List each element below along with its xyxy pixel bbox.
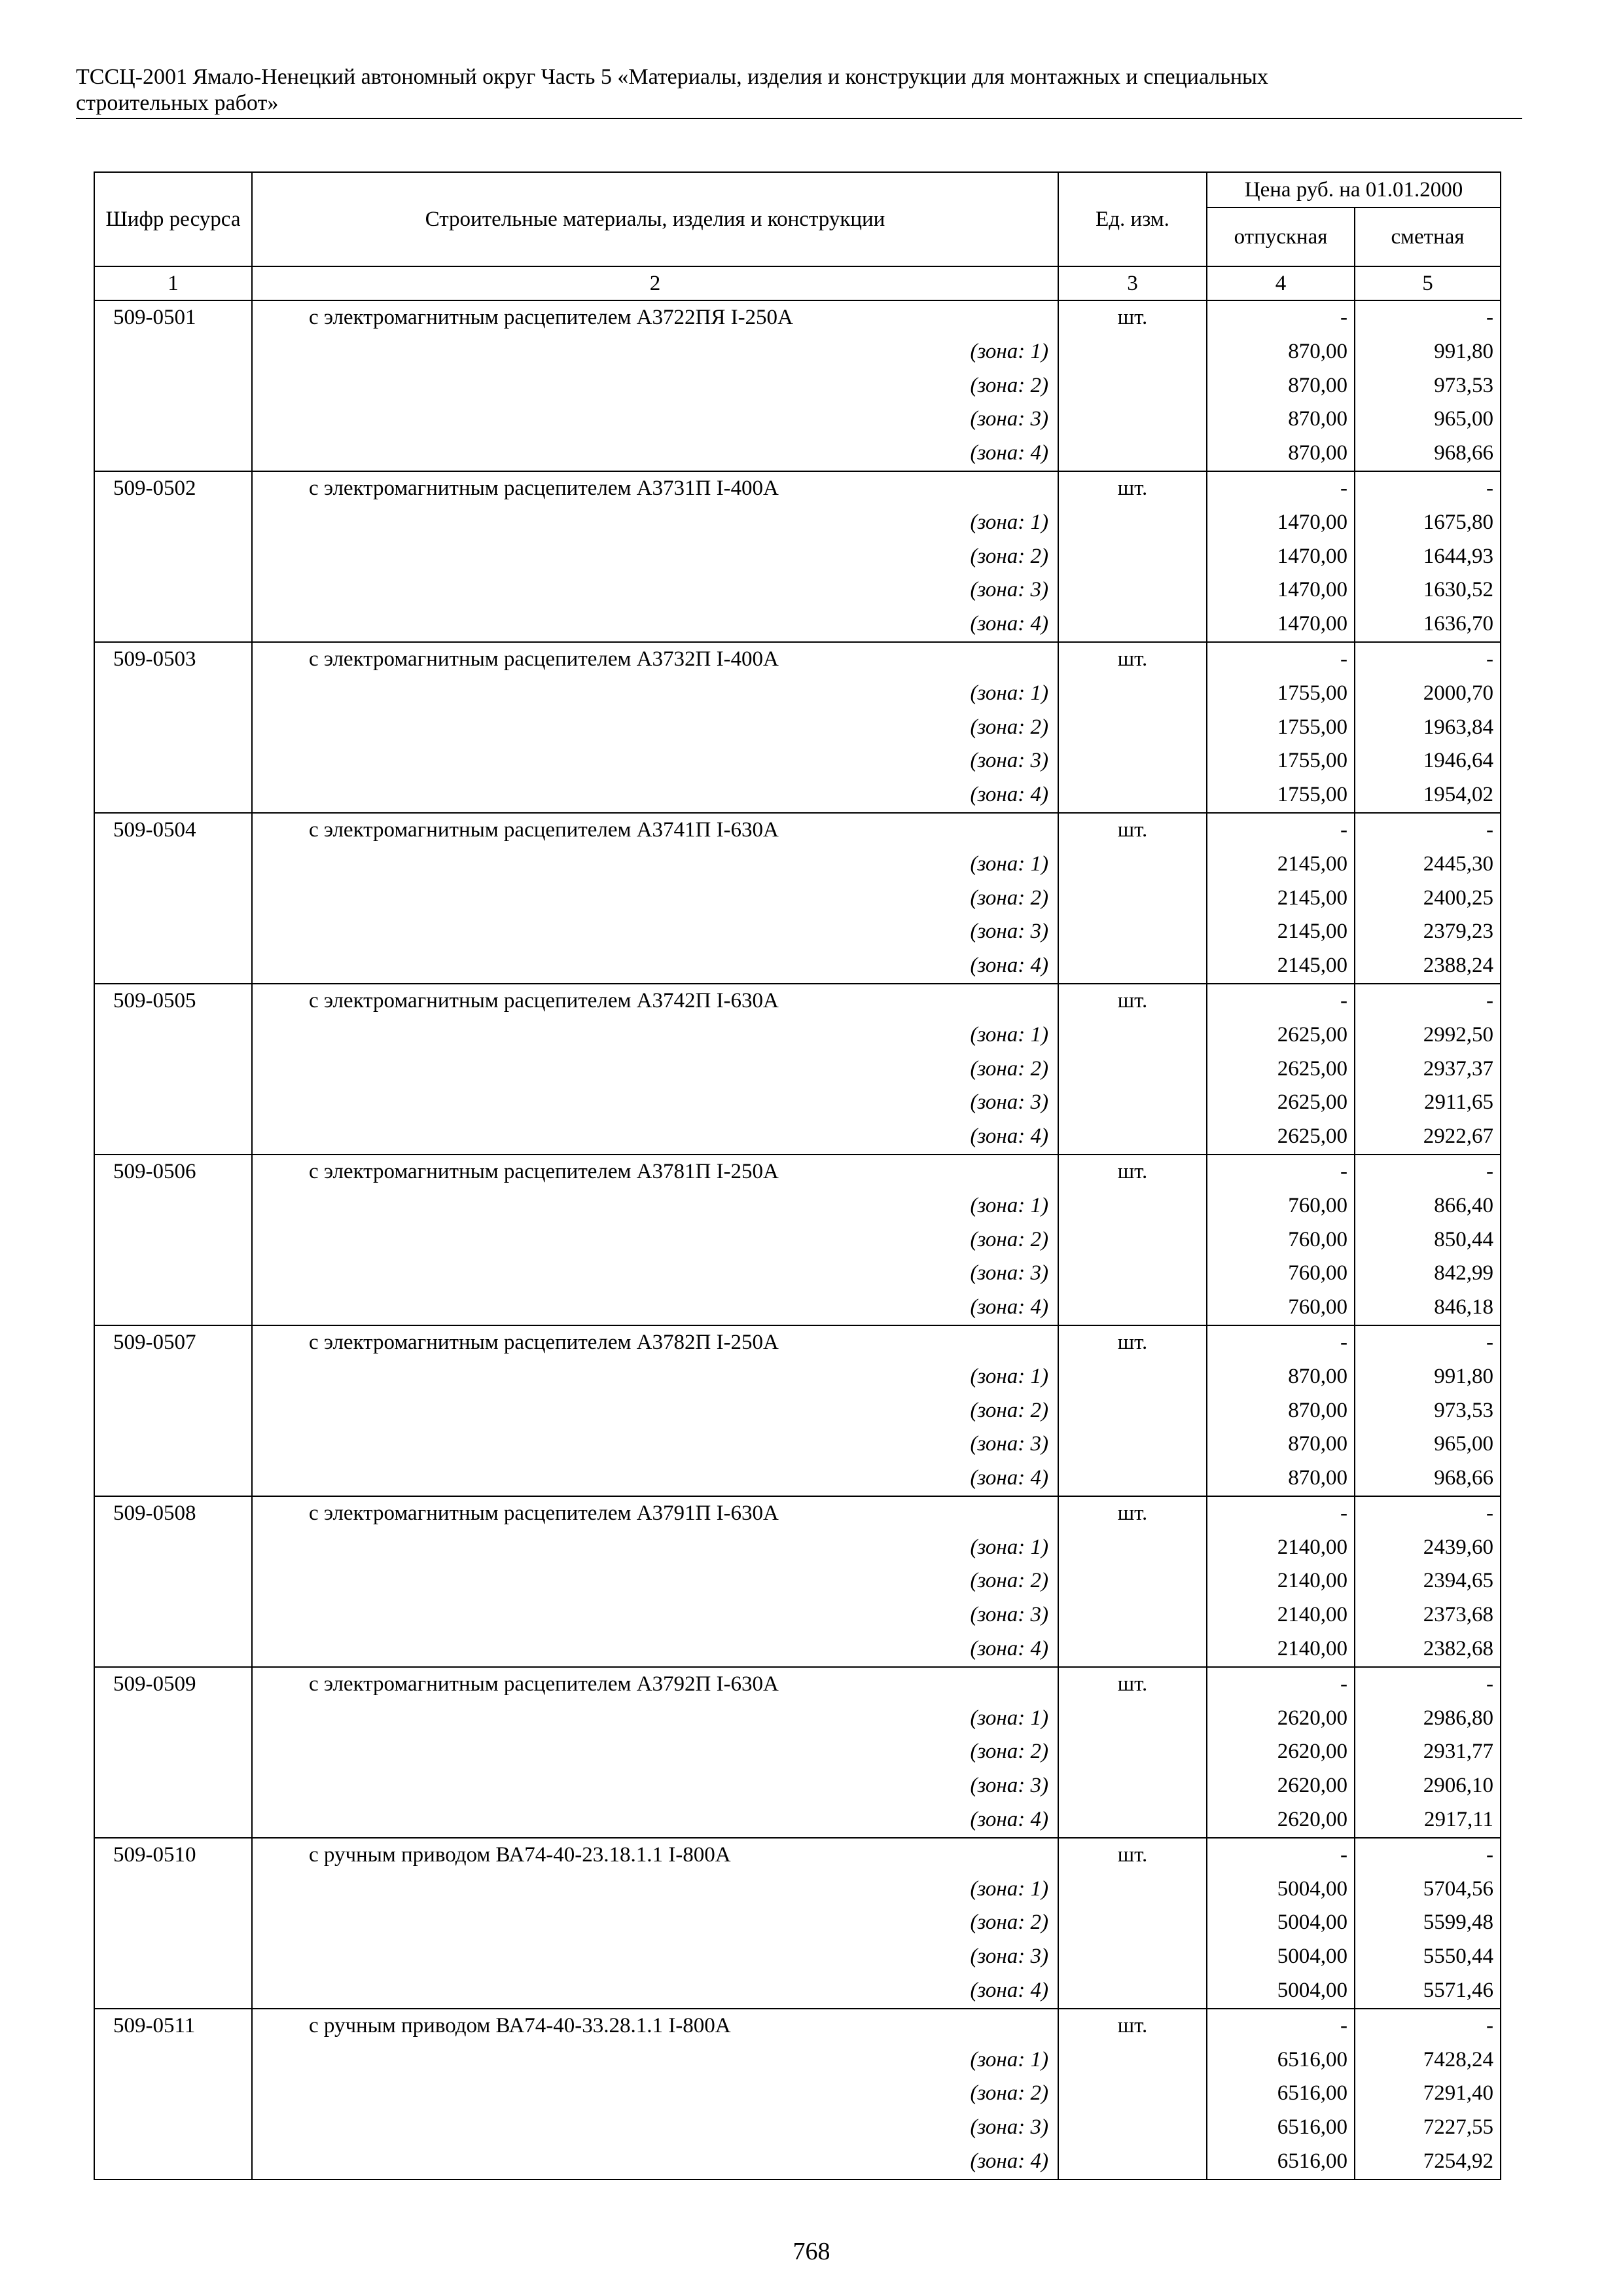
zone-label: (зона: 2)	[970, 886, 1048, 910]
release-price: 1470,00	[1277, 612, 1347, 636]
release-price: 2145,00	[1277, 852, 1347, 876]
release-price-cell	[1207, 1325, 1355, 1496]
dash-placeholder: -	[1486, 647, 1494, 671]
release-price: 1755,00	[1277, 783, 1347, 807]
unit-cell	[1058, 2009, 1207, 2179]
estimate-price: 1675,80	[1423, 510, 1494, 534]
col-number-5: 5	[1355, 266, 1501, 300]
dash-placeholder: -	[1486, 476, 1494, 500]
estimate-price: 2000,70	[1423, 681, 1494, 705]
zone-label: (зона: 4)	[970, 1637, 1048, 1661]
zone-label: (зона: 2)	[970, 544, 1048, 568]
col-number-2: 2	[252, 266, 1058, 300]
release-price: 6516,00	[1277, 2115, 1347, 2140]
item-name: с электромагнитным расцепителем А3792П I-630А	[309, 1672, 779, 1696]
estimate-price: 2937,37	[1423, 1056, 1494, 1081]
zone-label: (зона: 4)	[970, 1295, 1048, 1319]
estimate-price-cell	[1355, 1838, 1501, 2009]
unit-value: шт.	[1117, 1501, 1148, 1525]
release-price: 1470,00	[1277, 578, 1347, 602]
table-body	[94, 300, 1501, 2179]
estimate-price: 866,40	[1434, 1193, 1494, 1217]
unit-value: шт.	[1117, 1330, 1148, 1354]
zone-label: (зона: 3)	[970, 1090, 1048, 1115]
code-cell	[94, 1838, 252, 2009]
release-price-cell	[1207, 984, 1355, 1155]
estimate-price-cell	[1355, 2009, 1501, 2179]
table-row	[94, 813, 1501, 984]
estimate-price: 5704,56	[1423, 1876, 1494, 1901]
release-price-cell	[1207, 2009, 1355, 2179]
zone-label: (зона: 2)	[970, 1227, 1048, 1251]
release-price: 870,00	[1288, 1466, 1347, 1490]
release-price: 1470,00	[1277, 510, 1347, 534]
release-price: 1755,00	[1277, 715, 1347, 739]
code-cell	[94, 1155, 252, 1325]
estimate-price: 1644,93	[1423, 544, 1494, 568]
resource-code: 509-0501	[113, 306, 196, 329]
release-price: 1755,00	[1277, 749, 1347, 773]
estimate-price: 7227,55	[1423, 2115, 1494, 2140]
dash-placeholder: -	[1340, 817, 1347, 842]
unit-value: шт.	[1117, 1159, 1148, 1183]
estimate-price: 7254,92	[1423, 2149, 1494, 2174]
release-price: 1470,00	[1277, 544, 1347, 568]
unit-value: шт.	[1117, 1842, 1148, 1867]
release-price: 6516,00	[1277, 2047, 1347, 2072]
estimate-price-cell	[1355, 813, 1501, 984]
zone-label: (зона: 2)	[970, 1056, 1048, 1081]
estimate-price: 5550,44	[1423, 1945, 1494, 1969]
estimate-price: 973,53	[1434, 373, 1494, 397]
unit-cell	[1058, 471, 1207, 642]
resource-code: 509-0506	[113, 1159, 196, 1183]
estimate-price: 2986,80	[1423, 1706, 1494, 1730]
code-cell	[94, 1496, 252, 1667]
estimate-price: 991,80	[1434, 339, 1494, 363]
release-price: 2620,00	[1277, 1808, 1347, 1832]
release-price-cell	[1207, 642, 1355, 813]
unit-cell	[1058, 813, 1207, 984]
zone-label: (зона: 3)	[970, 407, 1048, 431]
item-name: с электромагнитным расцепителем А3741П I-630А	[309, 817, 779, 842]
zone-label: (зона: 3)	[970, 920, 1048, 944]
code-cell	[94, 1667, 252, 1838]
estimate-price-cell	[1355, 1155, 1501, 1325]
dash-placeholder: -	[1486, 306, 1494, 329]
estimate-price-cell	[1355, 642, 1501, 813]
release-price: 6516,00	[1277, 2149, 1347, 2174]
table-row	[94, 1325, 1501, 1496]
estimate-price: 2394,65	[1423, 1569, 1494, 1593]
resource-code: 509-0508	[113, 1501, 196, 1525]
dash-placeholder: -	[1486, 817, 1494, 842]
price-table	[94, 171, 1501, 2180]
release-price: 760,00	[1288, 1261, 1347, 1285]
unit-cell	[1058, 984, 1207, 1155]
unit-value: шт.	[1117, 2013, 1148, 2037]
release-price: 870,00	[1288, 1364, 1347, 1388]
name-cell	[252, 1325, 1058, 1496]
estimate-price: 2439,60	[1423, 1535, 1494, 1559]
dash-placeholder: -	[1340, 988, 1347, 1013]
col-header-name: Строительные материалы, изделия и конструкции	[252, 172, 1058, 266]
estimate-price: 968,66	[1434, 1466, 1494, 1490]
zone-label: (зона: 1)	[970, 1706, 1048, 1730]
zone-label: (зона: 1)	[970, 510, 1048, 534]
release-price: 870,00	[1288, 441, 1347, 465]
estimate-price: 2911,65	[1423, 1090, 1494, 1115]
release-price: 2620,00	[1277, 1740, 1347, 1764]
release-price: 2140,00	[1277, 1535, 1347, 1559]
dash-placeholder: -	[1340, 1842, 1347, 1867]
release-price-cell	[1207, 1496, 1355, 1667]
item-name: с электромагнитным расцепителем А3742П I-630А	[309, 988, 779, 1013]
estimate-price: 2382,68	[1423, 1637, 1494, 1661]
col-number-3: 3	[1058, 266, 1207, 300]
unit-cell	[1058, 1667, 1207, 1838]
zone-label: (зона: 4)	[970, 1124, 1048, 1149]
estimate-price: 2400,25	[1423, 886, 1494, 910]
col-header-estimate: сметная	[1355, 207, 1501, 266]
resource-code: 509-0504	[113, 817, 196, 842]
dash-placeholder: -	[1486, 1672, 1494, 1696]
zone-label: (зона: 2)	[970, 373, 1048, 397]
release-price: 2625,00	[1277, 1090, 1347, 1115]
estimate-price: 1946,64	[1423, 749, 1494, 773]
estimate-price: 2931,77	[1423, 1740, 1494, 1764]
zone-label: (зона: 1)	[970, 1364, 1048, 1388]
unit-value: шт.	[1117, 817, 1148, 842]
zone-label: (зона: 2)	[970, 1569, 1048, 1593]
zone-label: (зона: 3)	[970, 1432, 1048, 1456]
estimate-price-cell	[1355, 1325, 1501, 1496]
document-header	[76, 64, 1522, 119]
header-line-1: ТССЦ-2001 Ямало-Ненецкий автономный округ Часть 5 «Материалы, изделия и конструкции для монтажных и специальных	[76, 65, 1268, 89]
item-name: с электромагнитным расцепителем А3791П I-630А	[309, 1501, 779, 1525]
release-price: 2145,00	[1277, 920, 1347, 944]
page-number: 768	[793, 2238, 830, 2265]
unit-cell	[1058, 300, 1207, 471]
release-price-cell	[1207, 1838, 1355, 2009]
release-price: 760,00	[1288, 1193, 1347, 1217]
code-cell	[94, 1325, 252, 1496]
code-cell	[94, 984, 252, 1155]
col-number-4: 4	[1207, 266, 1355, 300]
item-name: с электромагнитным расцепителем А3722ПЯ I-250А	[309, 306, 793, 329]
code-cell	[94, 471, 252, 642]
estimate-price: 7428,24	[1423, 2047, 1494, 2072]
item-name: с электромагнитным расцепителем А3732П I-400А	[309, 647, 779, 671]
name-cell	[252, 984, 1058, 1155]
release-price: 2145,00	[1277, 886, 1347, 910]
col-header-release: отпускная	[1207, 207, 1355, 266]
estimate-price: 846,18	[1434, 1295, 1494, 1319]
zone-label: (зона: 4)	[970, 2149, 1048, 2174]
code-cell	[94, 813, 252, 984]
dash-placeholder: -	[1340, 647, 1347, 671]
zone-label: (зона: 1)	[970, 1193, 1048, 1217]
unit-value: шт.	[1117, 988, 1148, 1013]
dash-placeholder: -	[1486, 1501, 1494, 1525]
item-name: с электромагнитным расцепителем А3782П I-250А	[309, 1330, 779, 1354]
zone-label: (зона: 2)	[970, 715, 1048, 739]
col-number-1: 1	[94, 266, 252, 300]
col-header-unit: Ед. изм.	[1058, 172, 1207, 266]
table-row	[94, 642, 1501, 813]
dash-placeholder: -	[1340, 1672, 1347, 1696]
release-price-cell	[1207, 1667, 1355, 1838]
estimate-price: 991,80	[1434, 1364, 1494, 1388]
estimate-price: 965,00	[1434, 1432, 1494, 1456]
estimate-price: 2379,23	[1423, 920, 1494, 944]
release-price: 2140,00	[1277, 1569, 1347, 1593]
resource-code: 509-0505	[113, 988, 196, 1013]
unit-value: шт.	[1117, 306, 1148, 329]
unit-cell	[1058, 1838, 1207, 2009]
col-header-price: Цена руб. на 01.01.2000	[1207, 172, 1501, 207]
release-price: 5004,00	[1277, 1945, 1347, 1969]
dash-placeholder: -	[1486, 988, 1494, 1013]
table-row	[94, 1496, 1501, 1667]
estimate-price-cell	[1355, 1496, 1501, 1667]
zone-label: (зона: 4)	[970, 612, 1048, 636]
estimate-price: 965,00	[1434, 407, 1494, 431]
zone-label: (зона: 1)	[970, 1876, 1048, 1901]
name-cell	[252, 813, 1058, 984]
estimate-price: 1963,84	[1423, 715, 1494, 739]
release-price: 2625,00	[1277, 1124, 1347, 1149]
zone-label: (зона: 1)	[970, 1022, 1048, 1047]
resource-code: 509-0503	[113, 647, 196, 671]
release-price: 870,00	[1288, 1432, 1347, 1456]
table-row	[94, 300, 1501, 471]
dash-placeholder: -	[1340, 1501, 1347, 1525]
zone-label: (зона: 2)	[970, 2081, 1048, 2106]
unit-cell	[1058, 1325, 1207, 1496]
release-price: 5004,00	[1277, 1910, 1347, 1935]
unit-cell	[1058, 1155, 1207, 1325]
resource-code: 509-0507	[113, 1330, 196, 1354]
name-cell	[252, 642, 1058, 813]
zone-label: (зона: 3)	[970, 2115, 1048, 2140]
zone-label: (зона: 3)	[970, 1603, 1048, 1627]
estimate-price: 2917,11	[1423, 1808, 1494, 1832]
dash-placeholder: -	[1486, 2013, 1494, 2037]
zone-label: (зона: 3)	[970, 1261, 1048, 1285]
estimate-price: 968,66	[1434, 441, 1494, 465]
zone-label: (зона: 3)	[970, 1945, 1048, 1969]
release-price: 870,00	[1288, 373, 1347, 397]
release-price: 870,00	[1288, 339, 1347, 363]
dash-placeholder: -	[1340, 2013, 1347, 2037]
code-cell	[94, 300, 252, 471]
name-cell	[252, 1496, 1058, 1667]
zone-label: (зона: 1)	[970, 339, 1048, 363]
table-row	[94, 1838, 1501, 2009]
dash-placeholder: -	[1486, 1330, 1494, 1354]
estimate-price: 5599,48	[1423, 1910, 1494, 1935]
table-row	[94, 471, 1501, 642]
estimate-price: 850,44	[1434, 1227, 1494, 1251]
release-price: 2625,00	[1277, 1022, 1347, 1047]
item-name: с ручным приводом ВА74-40-23.18.1.1 I-800А	[309, 1842, 731, 1867]
estimate-price: 2373,68	[1423, 1603, 1494, 1627]
zone-label: (зона: 1)	[970, 681, 1048, 705]
estimate-price: 973,53	[1434, 1398, 1494, 1422]
estimate-price-cell	[1355, 300, 1501, 471]
release-price: 870,00	[1288, 1398, 1347, 1422]
dash-placeholder: -	[1340, 476, 1347, 500]
zone-label: (зона: 3)	[970, 1774, 1048, 1798]
release-price: 5004,00	[1277, 1876, 1347, 1901]
release-price: 760,00	[1288, 1295, 1347, 1319]
estimate-price: 1636,70	[1423, 612, 1494, 636]
release-price: 6516,00	[1277, 2081, 1347, 2106]
item-name: с электромагнитным расцепителем А3781П I-250А	[309, 1159, 779, 1183]
release-price: 870,00	[1288, 407, 1347, 431]
dash-placeholder: -	[1486, 1159, 1494, 1183]
zone-label: (зона: 4)	[970, 954, 1048, 978]
estimate-price: 7291,40	[1423, 2081, 1494, 2106]
zone-label: (зона: 1)	[970, 2047, 1048, 2072]
zone-label: (зона: 1)	[970, 852, 1048, 876]
unit-cell	[1058, 1496, 1207, 1667]
zone-label: (зона: 2)	[970, 1910, 1048, 1935]
estimate-price: 1630,52	[1423, 578, 1494, 602]
release-price: 760,00	[1288, 1227, 1347, 1251]
estimate-price: 2922,67	[1423, 1124, 1494, 1149]
item-name: с ручным приводом ВА74-40-33.28.1.1 I-800А	[309, 2013, 731, 2037]
resource-code: 509-0502	[113, 476, 196, 500]
estimate-price: 842,99	[1434, 1261, 1494, 1285]
release-price: 2145,00	[1277, 954, 1347, 978]
col-header-code: Шифр ресурса	[94, 172, 252, 266]
zone-label: (зона: 1)	[970, 1535, 1048, 1559]
name-cell	[252, 1667, 1058, 1838]
release-price: 1755,00	[1277, 681, 1347, 705]
estimate-price-cell	[1355, 1667, 1501, 1838]
estimate-price: 2445,30	[1423, 852, 1494, 876]
unit-value: шт.	[1117, 476, 1148, 500]
release-price-cell	[1207, 813, 1355, 984]
estimate-price: 5571,46	[1423, 1979, 1494, 2003]
header-line-2: строительных работ»	[76, 91, 279, 115]
zone-label: (зона: 4)	[970, 1466, 1048, 1490]
unit-cell	[1058, 642, 1207, 813]
table-row	[94, 1155, 1501, 1325]
estimate-price-cell	[1355, 984, 1501, 1155]
table-row	[94, 1667, 1501, 1838]
dash-placeholder: -	[1340, 1159, 1347, 1183]
zone-label: (зона: 4)	[970, 1808, 1048, 1832]
release-price-cell	[1207, 1155, 1355, 1325]
zone-label: (зона: 2)	[970, 1398, 1048, 1422]
release-price: 2140,00	[1277, 1637, 1347, 1661]
release-price: 2625,00	[1277, 1056, 1347, 1081]
unit-value: шт.	[1117, 1672, 1148, 1696]
item-name: с электромагнитным расцепителем А3731П I-400А	[309, 476, 779, 500]
dash-placeholder: -	[1340, 1330, 1347, 1354]
dash-placeholder: -	[1486, 1842, 1494, 1867]
release-price: 2620,00	[1277, 1774, 1347, 1798]
name-cell	[252, 2009, 1058, 2179]
zone-label: (зона: 4)	[970, 441, 1048, 465]
release-price-cell	[1207, 300, 1355, 471]
resource-code: 509-0511	[113, 2013, 196, 2037]
zone-label: (зона: 4)	[970, 1979, 1048, 2003]
release-price: 2620,00	[1277, 1706, 1347, 1730]
code-cell	[94, 642, 252, 813]
resource-code: 509-0510	[113, 1842, 196, 1867]
dash-placeholder: -	[1340, 306, 1347, 329]
unit-value: шт.	[1117, 647, 1148, 671]
release-price: 5004,00	[1277, 1979, 1347, 2003]
release-price-cell	[1207, 471, 1355, 642]
resource-code: 509-0509	[113, 1672, 196, 1696]
estimate-price: 2992,50	[1423, 1022, 1494, 1047]
zone-label: (зона: 3)	[970, 578, 1048, 602]
estimate-price-cell	[1355, 471, 1501, 642]
estimate-price: 1954,02	[1423, 783, 1494, 807]
zone-label: (зона: 2)	[970, 1740, 1048, 1764]
zone-label: (зона: 4)	[970, 783, 1048, 807]
release-price: 2140,00	[1277, 1603, 1347, 1627]
name-cell	[252, 471, 1058, 642]
name-cell	[252, 1838, 1058, 2009]
name-cell	[252, 1155, 1058, 1325]
zone-label: (зона: 3)	[970, 749, 1048, 773]
estimate-price: 2906,10	[1423, 1774, 1494, 1798]
name-cell	[252, 300, 1058, 471]
table-row	[94, 2009, 1501, 2179]
code-cell	[94, 2009, 252, 2179]
table-row	[94, 984, 1501, 1155]
estimate-price: 2388,24	[1423, 954, 1494, 978]
